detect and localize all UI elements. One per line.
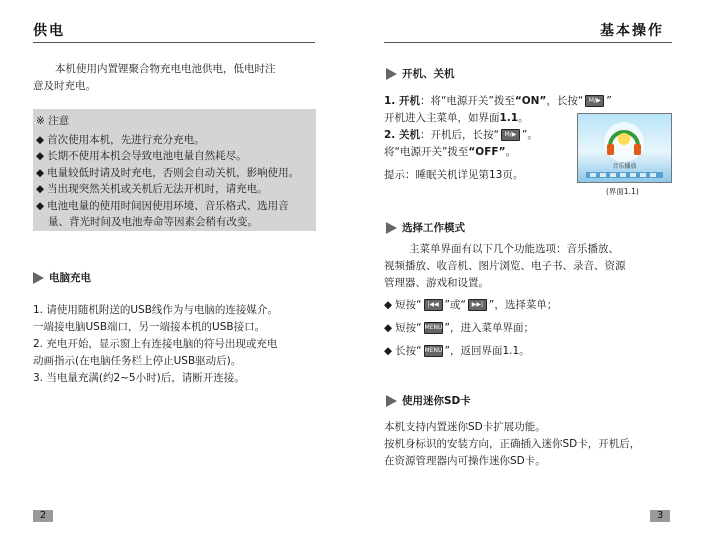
diamond-bullet-icon: ◆ bbox=[36, 133, 45, 146]
right-page-number: 3 bbox=[650, 510, 670, 522]
right-page-title: 基本操作 bbox=[600, 23, 664, 39]
mode-line: 主菜单界面有以下几个功能选项：音乐播放、 bbox=[409, 243, 619, 255]
mode-line: 管理器、游戏和设置。 bbox=[384, 277, 489, 289]
screen-title: 音乐播放 bbox=[612, 163, 637, 170]
sd-heading: 使用迷你SD卡 bbox=[386, 393, 471, 408]
power-on-line: 1. 开机：将“电源开关”拨至“ON”，长按“ M/▶ ” bbox=[384, 95, 612, 107]
play-key-icon: M/▶ bbox=[501, 129, 520, 141]
charging-steps bbox=[33, 302, 328, 387]
section-arrow-icon bbox=[386, 68, 397, 80]
sd-line: 在资源管理器内可操作迷你SD卡。 bbox=[384, 455, 546, 467]
right-title-rule bbox=[384, 42, 672, 43]
power-instructions bbox=[384, 93, 612, 184]
next-key-icon: ▶▶| bbox=[468, 299, 487, 311]
diamond-bullet-icon: ◆ bbox=[384, 299, 393, 311]
screen-caption: (界面1.1) bbox=[606, 187, 639, 196]
caution-item: ◆ 电池电量的使用时间因使用环境、音乐格式、选用音 bbox=[36, 198, 313, 215]
prev-key-icon: |◀◀ bbox=[424, 299, 443, 311]
power-off-line-2: 将“电源开关”拨至“OFF”。 bbox=[384, 146, 516, 158]
section-arrow-icon bbox=[33, 272, 44, 284]
left-title-rule bbox=[33, 42, 315, 43]
sleep-tip: 提示：睡眠关机详见第13页。 bbox=[384, 169, 524, 181]
charging-line: 一端接电脑USB端口，另一端接本机的USB接口。 bbox=[33, 321, 266, 333]
mode-bullet: ◆ 长按“ MENU ”，返回界面1.1。 bbox=[384, 341, 557, 361]
power-on-line-2: 开机进入主菜单，如界面1.1。 bbox=[384, 112, 529, 124]
sd-line: 按机身标识的安装方向，正确插入迷你SD卡，开机后， bbox=[384, 438, 641, 450]
mode-bullet: ◆ 短按“ |◀◀ ”或“ ▶▶| ”，选择菜单； bbox=[384, 295, 557, 315]
caution-item: ◆ 电量较低时请及时充电，否则会自动关机，影响使用。 bbox=[36, 165, 313, 182]
left-page-number: 2 bbox=[33, 510, 53, 522]
power-off-line: 2. 关机：开机后，长按“ M/▶ ”。 bbox=[384, 129, 538, 141]
mode-description bbox=[384, 241, 684, 292]
menu-key-icon: MENU bbox=[424, 322, 443, 334]
caution-item-cont: 量、背光时间及电池寿命等因素会稍有改变。 bbox=[48, 216, 258, 228]
mode-heading: 选择工作模式 bbox=[386, 220, 465, 235]
diamond-bullet-icon: ◆ bbox=[36, 166, 45, 179]
mode-bullet: ◆ 短按“ MENU ”，进入菜单界面； bbox=[384, 318, 557, 338]
charging-line: 1. 请使用随机附送的USB线作为与电脑的连接媒介。 bbox=[33, 304, 278, 316]
caution-item: ◆ 当出现突然关机或关机后无法开机时，请充电。 bbox=[36, 181, 313, 198]
caution-item: ◆ 首次使用本机，先进行充分充电。 bbox=[36, 132, 313, 149]
mode-line: 视频播放、收音机、图片浏览、电子书、录音、资源 bbox=[384, 260, 626, 272]
diamond-bullet-icon: ◆ bbox=[36, 150, 45, 162]
diamond-bullet-icon: ◆ bbox=[36, 183, 45, 195]
intro-line: 意及时充电。 bbox=[33, 80, 96, 92]
caution-item: ◆ 长期不使用本机会导致电池电量自然耗尽。 bbox=[36, 148, 313, 165]
charging-line: 3. 当电量充满(约2~5小时)后，请断开连接。 bbox=[33, 372, 245, 384]
play-key-icon: M/▶ bbox=[585, 95, 604, 107]
mode-bullets bbox=[384, 295, 557, 361]
caution-box bbox=[33, 109, 316, 231]
charging-heading: 电脑充电 bbox=[33, 270, 91, 285]
sd-line: 本机支持内置迷你SD卡扩展功能。 bbox=[384, 421, 546, 433]
power-heading: 开机、关机 bbox=[386, 66, 455, 81]
charging-line: 2. 充电开始，显示窗上有连接电脑的符号出现或充电 bbox=[33, 338, 278, 350]
menu-key-icon: MENU bbox=[424, 345, 443, 357]
sd-description bbox=[384, 419, 689, 470]
main-menu-screen-image bbox=[577, 113, 672, 183]
section-arrow-icon bbox=[386, 395, 397, 407]
left-page-title: 供电 bbox=[33, 23, 65, 39]
diamond-bullet-icon: ◆ bbox=[384, 345, 393, 357]
power-intro bbox=[33, 61, 323, 95]
charging-line: 动画指示(在电脑任务栏上停止USB驱动后)。 bbox=[33, 355, 242, 367]
diamond-bullet-icon: ◆ bbox=[36, 199, 45, 212]
section-arrow-icon bbox=[386, 222, 397, 234]
diamond-bullet-icon: ◆ bbox=[384, 322, 393, 334]
intro-line: 本机使用内置锂聚合物充电电池供电，低电时注 bbox=[55, 63, 276, 75]
caution-header: ※ 注意 bbox=[36, 115, 70, 127]
headphones-icon bbox=[578, 114, 671, 182]
